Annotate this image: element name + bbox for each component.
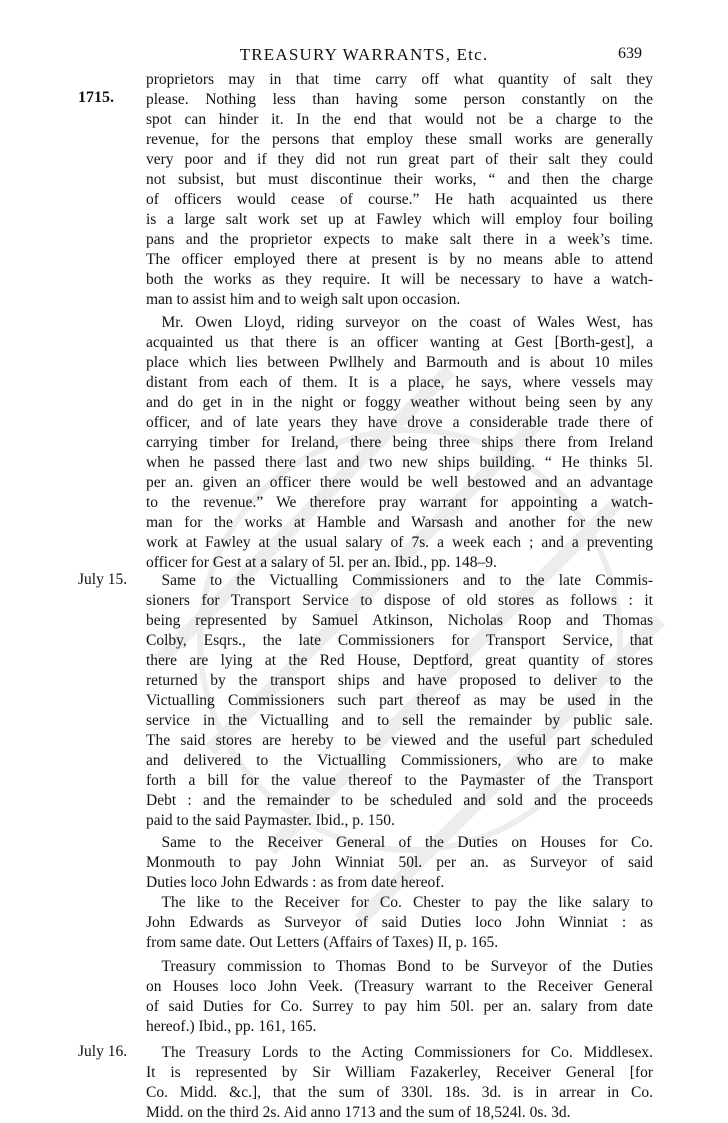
text-line: place which lies between Pwllhely and Barmouth and is about 10 miles [146, 354, 653, 371]
text-line: Victualling Commissioners such part thereof as may be used in the [146, 692, 653, 709]
paragraph-salt-works [146, 70, 653, 310]
text-line: and do get in in the night or foggy weather without being seen by any [146, 394, 653, 411]
text-line: per an. given an officer there would be well bestowed and an advantage [146, 474, 653, 491]
text-line: returned by the transport ships and have proposed to deliver to the [146, 672, 653, 689]
paragraph-monmouth-receiver [146, 833, 653, 893]
text-line: on Houses loco John Veek. (Treasury warrant to the Receiver General [146, 978, 653, 995]
text-line: from same date. Out Letters (Affairs of Taxes) II, p. 165. [146, 934, 499, 951]
text-line: to the revenue.” We therefore pray warrant for appointing a watch- [146, 494, 653, 511]
text-line: please. Nothing less than having some person constantly on the [146, 91, 653, 108]
running-header-title: TREASURY WARRANTS, Etc. [239, 45, 489, 64]
text-line: and delivered to the Victualling Commissioners, who are to make [146, 752, 653, 769]
text-line: of said Duties for Co. Surrey to pay him 50l. per an. salary from date [146, 998, 653, 1015]
text-line: both the works as they require. It will be necessary to have a watch- [146, 271, 653, 288]
paragraph-victualling-stores [146, 571, 653, 831]
text-line: It is represented by Sir William Fazakerley, Receiver General [for [146, 1064, 653, 1081]
text-line: carrying timber for Ireland, there being three ships there from Ireland [146, 434, 653, 451]
year-marker: 1715. [78, 89, 114, 106]
text-line: The said stores are hereby to be viewed and the useful part scheduled [146, 732, 653, 749]
text-line: Colby, Esqrs., the late Commissioners for Transport Service, that [146, 632, 653, 649]
text-line: not subsist, but must discontinue their works, “ and then the charge [146, 171, 653, 188]
text-line: man to assist him and to weigh salt upon occasion. [146, 291, 461, 308]
text-line: acquainted us that there is an officer wanting at Gest [Borth-gest], a [146, 334, 653, 351]
text-line: Monmouth to pay John Winniat 50l. per an. as Surveyor of said [146, 854, 653, 871]
entry-date-july-15: July 15. [78, 571, 128, 588]
text-line: man for the works at Hamble and Warsash and another for the new [146, 514, 653, 531]
text-line: proprietors may in that time carry off what quantity of salt they [146, 71, 653, 88]
text-line: The like to the Receiver for Co. Chester to pay the like salary to [146, 894, 653, 911]
text-line: Treasury commission to Thomas Bond to be Surveyor of the Duties [146, 958, 653, 975]
text-line: work at Fawley at the usual salary of 7s. a week each ; and a preventing [146, 534, 653, 551]
paragraph-thomas-bond [146, 957, 653, 1037]
text-line: Debt : and the remainder to be scheduled and sold and the proceeds [146, 792, 653, 809]
text-line: The Treasury Lords to the Acting Commissioners for Co. Middlesex. [146, 1044, 653, 1061]
text-line: when he passed there last and two new ships building. “ He thinks 5l. [146, 454, 653, 471]
text-line: John Edwards as Surveyor of said Duties loco John Winniat : as [146, 914, 653, 931]
text-line: officer, and of late years they have drove a considerable trade there of [146, 414, 653, 431]
paragraph-middlesex-commissioners [146, 1043, 653, 1123]
text-line: there are lying at the Red House, Deptford, great quantity of stores [146, 652, 653, 669]
text-line: spot can hinder it. In the end that would not be a charge to the [146, 111, 653, 128]
page-number: 639 [618, 45, 642, 62]
paragraph-owen-lloyd [146, 313, 653, 573]
text-line: Mr. Owen Lloyd, riding surveyor on the coast of Wales West, has [146, 314, 653, 331]
text-line: distant from each of them. It is a place, he says, where vessels may [146, 374, 653, 391]
text-line: being represented by Samuel Atkinson, Nicholas Roop and Thomas [146, 612, 653, 629]
text-line: Duties loco John Edwards : as from date hereof. [146, 874, 445, 891]
text-line: pans and the proprietor expects to make salt there in a week’s time. [146, 231, 653, 248]
text-line: is a large salt work set up at Fawley which will employ four boiling [146, 211, 653, 228]
text-line: Same to the Receiver General of the Duties on Houses for Co. [146, 834, 653, 851]
text-line: The officer employed there at present is by no means able to attend [146, 251, 653, 268]
text-line: Midd. on the third 2s. Aid anno 1713 and the sum of 18,524l. 0s. 3d. [146, 1104, 571, 1121]
text-line: officer for Gest at a salary of 5l. per an. Ibid., pp. 148–9. [146, 554, 497, 571]
text-line: hereof.) Ibid., pp. 161, 165. [146, 1018, 317, 1035]
text-line: paid to the said Paymaster. Ibid., p. 150. [146, 812, 395, 829]
text-line: very poor and if they did not run great part of their salt they could [146, 151, 653, 168]
text-line: revenue, for the persons that employ these small works are generally [146, 131, 653, 148]
text-line: forth a bill for the value thereof to the Paymaster of the Transport [146, 772, 653, 789]
text-line: sioners for Transport Service to dispose of old stores as follows : it [146, 592, 653, 609]
text-line: service in the Victualling and to sell the remainder by public sale. [146, 712, 653, 729]
text-line: Same to the Victualling Commissioners and to the late Commis- [146, 572, 653, 589]
text-line: Co. Midd. &c.], that the sum of 330l. 18s. 3d. is in arrear in Co. [146, 1084, 653, 1101]
text-line: of officers would cease of course.” He hath acquainted us there [146, 191, 653, 208]
paragraph-chester-receiver [146, 893, 653, 953]
entry-date-july-16: July 16. [78, 1043, 128, 1060]
